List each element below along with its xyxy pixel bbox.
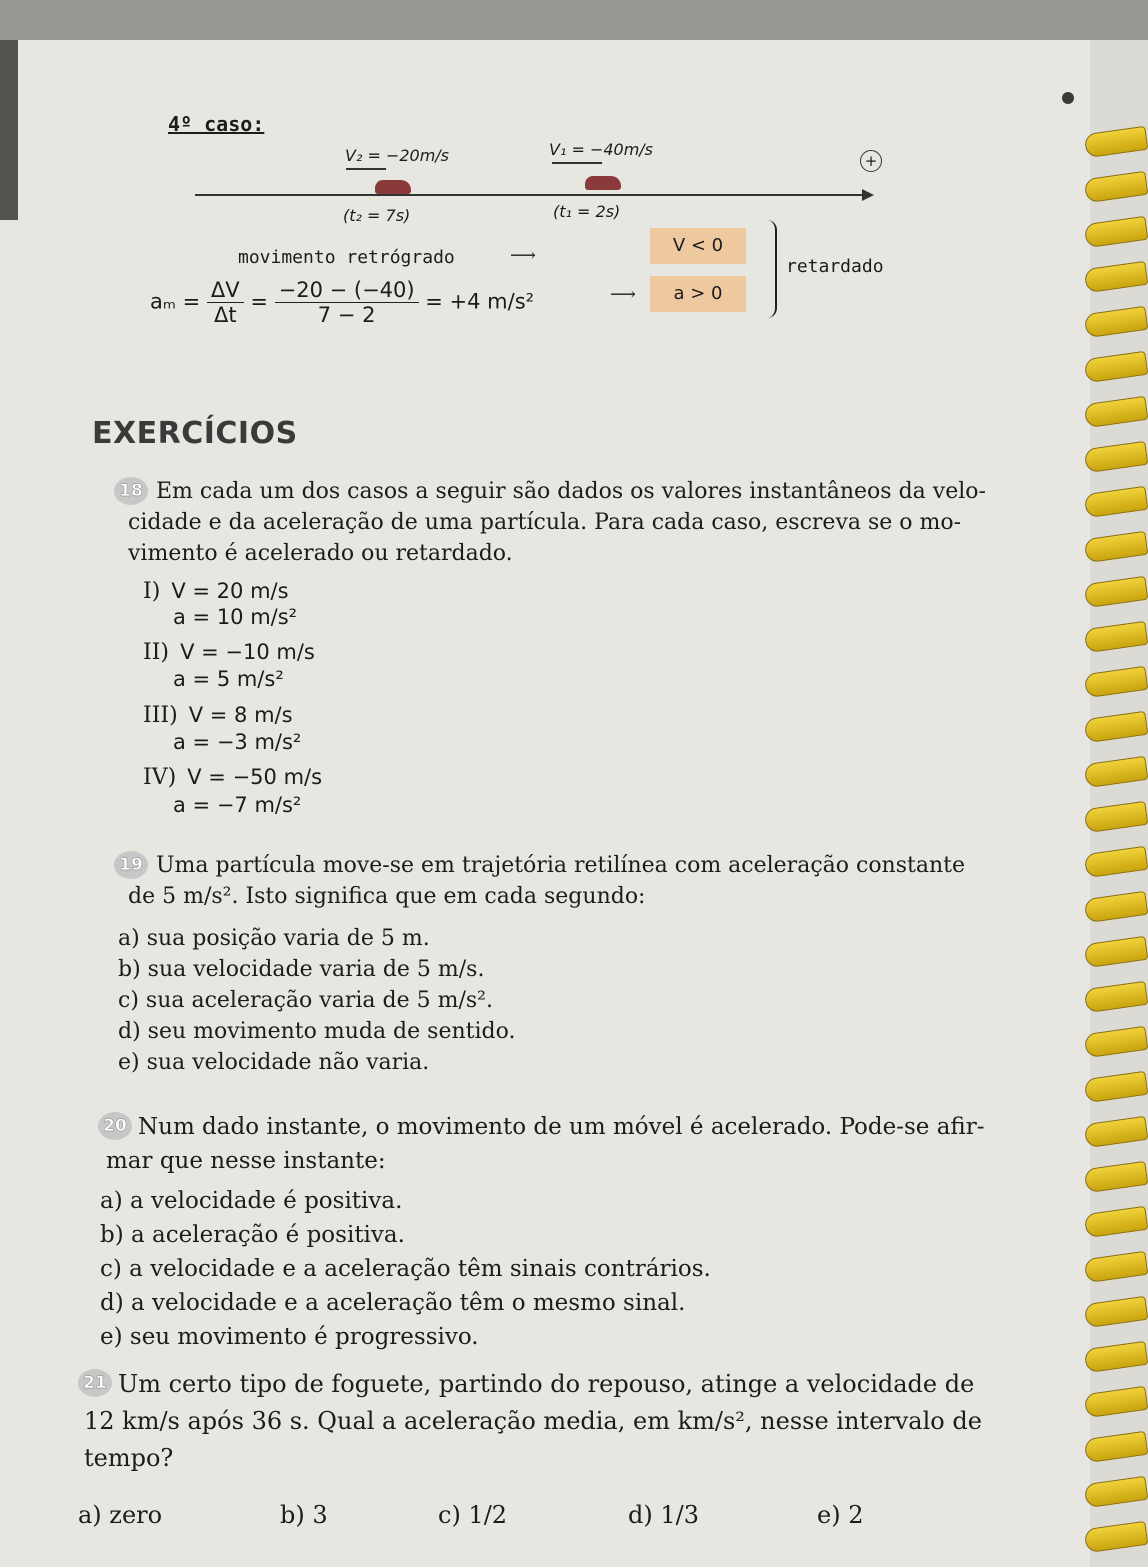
spiral-coil: [1084, 846, 1148, 878]
question-20: [98, 1110, 1058, 1178]
brace: [765, 220, 777, 318]
q18-line: vimento é acelerado ou retardado.: [128, 541, 513, 566]
value-fraction: [275, 278, 419, 327]
q20-line: mar que nesse instante:: [106, 1148, 386, 1174]
spiral-coil: [1084, 1476, 1148, 1508]
equals-sign: =: [250, 289, 268, 314]
option: b) sua velocidade varia de 5 m/s.: [118, 957, 485, 982]
spiral-coil: [1084, 396, 1148, 428]
option: e) seu movimento é progressivo.: [100, 1324, 479, 1350]
case-velocity: V = −10 m/s: [180, 640, 315, 664]
option: d) seu movimento muda de sentido.: [118, 1019, 516, 1044]
spiral-coil: [1084, 891, 1148, 923]
question-number: 19: [114, 851, 148, 879]
question-number: 18: [114, 477, 148, 505]
spiral-coil: [1084, 1116, 1148, 1148]
question-21: [78, 1366, 1068, 1477]
case-velocity: V = 20 m/s: [171, 579, 289, 603]
spiral-coil: [1084, 621, 1148, 653]
background-top: [0, 0, 1148, 40]
question-19: [120, 850, 1050, 912]
case-label: II): [143, 640, 169, 665]
spiral-coil: [1084, 576, 1148, 608]
car-icon: [375, 180, 411, 194]
arrow-icon: ⟶: [510, 245, 536, 266]
q18-case: [143, 762, 322, 793]
dv: ΔV: [207, 278, 244, 303]
retardado-label: retardado: [786, 256, 884, 277]
dt: Δt: [213, 303, 237, 327]
question-18: [120, 476, 1040, 569]
q21-option: a) zero: [78, 1501, 163, 1529]
spiral-coil: [1084, 1206, 1148, 1238]
binding-hole: [1062, 92, 1074, 104]
v-condition-box: V < 0: [650, 228, 746, 264]
q19-options: [118, 923, 515, 1078]
q21-option: c) 1/2: [438, 1501, 508, 1529]
spiral-coil: [1084, 1026, 1148, 1058]
q20-options: [100, 1184, 711, 1354]
spiral-coil: [1084, 1251, 1148, 1283]
option: c) a velocidade e a aceleração têm sinais contrários.: [100, 1256, 711, 1282]
question-number: 21: [78, 1369, 112, 1397]
case-acceleration: a = 10 m/s²: [173, 605, 298, 629]
spiral-coil: [1084, 1431, 1148, 1463]
dv-dt-fraction: [207, 278, 244, 327]
spiral-coil: [1084, 1161, 1148, 1193]
case-label: III): [143, 703, 178, 728]
q20-line: Num dado instante, o movimento de um móvel é acelerado. Pode-se afir-: [138, 1114, 985, 1140]
spiral-coil: [1084, 171, 1148, 203]
spiral-coil: [1084, 981, 1148, 1013]
trajectory-axis: [195, 194, 863, 196]
car-icon: [585, 176, 621, 190]
spiral-coil: [1084, 1071, 1148, 1103]
result: = +4 m/s²: [425, 289, 535, 314]
caso-title: 4º caso:: [168, 112, 265, 136]
q21-line: Um certo tipo de foguete, partindo do repouso, atinge a velocidade de: [118, 1370, 975, 1398]
case-velocity: V = 8 m/s: [188, 703, 293, 727]
q18-case: [143, 700, 293, 731]
q19-line: de 5 m/s². Isto significa que em cada segundo:: [128, 884, 646, 909]
spiral-coil: [1084, 261, 1148, 293]
q18-case: [143, 576, 289, 607]
question-number: 20: [98, 1112, 132, 1140]
movimento-label: movimento retrógrado: [238, 247, 455, 268]
t1-label: (t₁ = 2s): [553, 202, 621, 221]
case-velocity: V = −50 m/s: [187, 765, 323, 789]
option: a) sua posição varia de 5 m.: [118, 926, 430, 951]
axis-arrow-icon: [862, 189, 874, 201]
case-acceleration: a = −7 m/s²: [173, 793, 302, 817]
spiral-coil: [1084, 486, 1148, 518]
a-condition-box: a > 0: [650, 276, 746, 312]
q21-line: tempo?: [84, 1444, 174, 1472]
arrow-icon: ⟶: [610, 284, 636, 305]
case-label: I): [143, 579, 161, 604]
am-symbol: aₘ =: [150, 289, 207, 314]
spiral-coil: [1084, 801, 1148, 833]
q18-case: [143, 637, 315, 668]
spiral-coil: [1084, 351, 1148, 383]
v1-label: V₁ = −40m/s: [549, 140, 654, 159]
spiral-coil: [1084, 936, 1148, 968]
q21-option: e) 2: [817, 1501, 864, 1529]
v1-arrow: [552, 162, 602, 164]
spiral-binding: [1085, 60, 1148, 1567]
spiral-coil: [1084, 1521, 1148, 1553]
option: c) sua aceleração varia de 5 m/s².: [118, 988, 493, 1013]
page-shadow: [0, 40, 18, 220]
case-acceleration: a = −3 m/s²: [173, 730, 302, 754]
q21-option: b) 3: [280, 1501, 328, 1529]
positive-direction-icon: +: [860, 150, 882, 172]
option: d) a velocidade e a aceleração têm o mesmo sinal.: [100, 1290, 686, 1316]
q18-line: cidade e da aceleração de uma partícula. Para cada caso, escreva se o mo-: [128, 510, 962, 535]
spiral-coil: [1084, 1386, 1148, 1418]
q21-option: d) 1/3: [628, 1501, 699, 1529]
spiral-coil: [1084, 756, 1148, 788]
spiral-coil: [1084, 441, 1148, 473]
q19-line: Uma partícula move-se em trajetória retilínea com aceleração constante: [156, 853, 966, 878]
v2-arrow: [346, 168, 386, 170]
spiral-coil: [1084, 126, 1148, 158]
t2-label: (t₂ = 7s): [343, 206, 411, 225]
v2-label: V₂ = −20m/s: [345, 146, 450, 165]
spiral-coil: [1084, 666, 1148, 698]
option: e) sua velocidade não varia.: [118, 1050, 430, 1075]
section-heading: EXERCÍCIOS: [92, 416, 298, 451]
option: b) a aceleração é positiva.: [100, 1222, 405, 1248]
spiral-coil: [1084, 1296, 1148, 1328]
denominator: 7 − 2: [317, 303, 376, 327]
case-acceleration: a = 5 m/s²: [173, 667, 284, 691]
acceleration-formula: [150, 278, 534, 327]
spiral-coil: [1084, 711, 1148, 743]
option: a) a velocidade é positiva.: [100, 1188, 403, 1214]
spiral-coil: [1084, 306, 1148, 338]
case-label: IV): [143, 765, 177, 790]
numerator: −20 − (−40): [275, 278, 419, 303]
q21-line: 12 km/s após 36 s. Qual a aceleração media, em km/s², nesse intervalo de: [84, 1407, 982, 1435]
q18-line: Em cada um dos casos a seguir são dados os valores instantâneos da velo-: [156, 479, 986, 504]
spiral-coil: [1084, 216, 1148, 248]
spiral-coil: [1084, 531, 1148, 563]
spiral-coil: [1084, 1341, 1148, 1373]
